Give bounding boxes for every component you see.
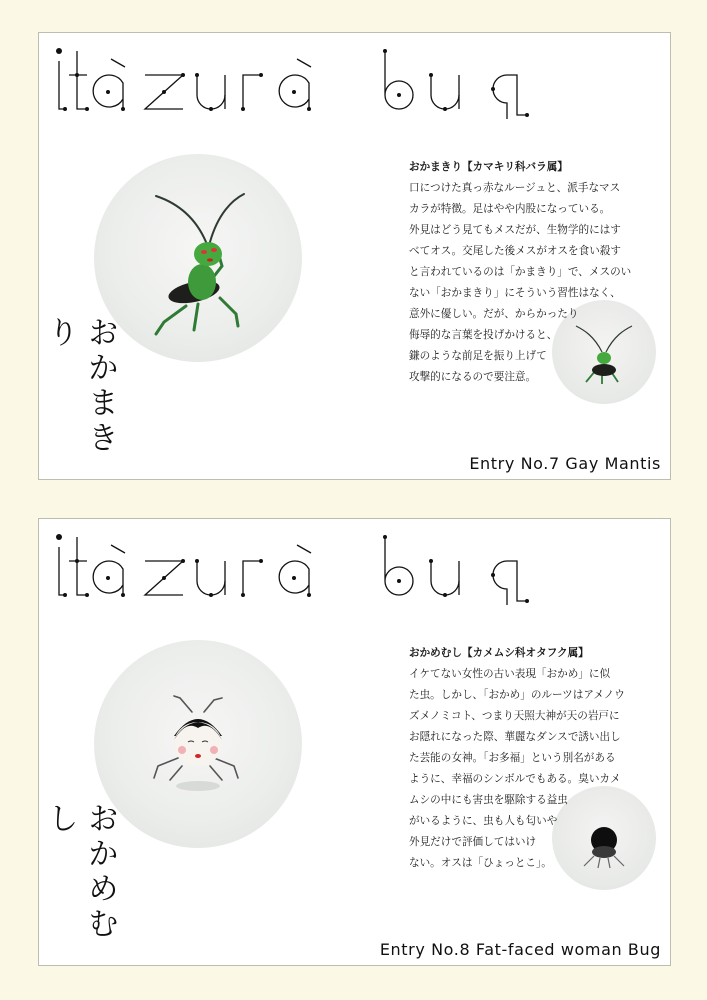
- description-line: 攻撃的になるので要注意。: [409, 371, 537, 383]
- description-line: ない「おかまきり」にそういう習性はなく、: [409, 287, 621, 299]
- description-line: と言われているのは「かまきり」で、メスのい: [409, 266, 632, 278]
- description-line: ズメノミコト、つまり天照大神が天の岩戸に: [409, 710, 620, 722]
- mantis-photo: [94, 154, 302, 362]
- description-line: 外見はどう見てもメスだが、生物学的にはす: [409, 224, 621, 236]
- entry-label: Entry No.7 Gay Mantis: [469, 454, 661, 473]
- okame-bug-photo: [94, 640, 302, 848]
- description-line: カラが特徴。足はやや内股になっている。: [409, 203, 611, 215]
- entry-card-8: [38, 518, 671, 966]
- description-line: ない。オスは「ひょっとこ」。: [409, 857, 552, 869]
- description-line: た芸能の女神。「お多福」という別名がある: [409, 752, 616, 764]
- itazura-bug-logo: [47, 37, 587, 119]
- description-line: ムシの中にも害虫を駆除する益虫: [409, 794, 568, 806]
- description-line: 侮辱的な言葉を投げかけると、: [409, 329, 558, 341]
- description-line: 外見だけで評価してはいけ: [409, 836, 537, 848]
- description-heading: おかめむし【カメムシ科オタフク属】: [409, 647, 589, 659]
- description-line: た虫。しかし、「おかめ」のルーツはアメノウ: [409, 689, 625, 701]
- description-line: 口につけた真っ赤なルージュと、派手なマス: [409, 182, 621, 194]
- itazura-bug-logo: [47, 523, 587, 605]
- description-line: お隠れになった際、華麗なダンスで誘い出し: [409, 731, 621, 743]
- description-line: べてオス。交尾した後メスがオスを食い殺す: [409, 245, 621, 257]
- description-line: 鎌のような前足を振り上げて: [409, 350, 547, 362]
- description-line: がいるように、虫も人も匂いや: [409, 815, 558, 827]
- vertical-title: おかめむし: [42, 802, 118, 942]
- description-line: イケてない女性の古い表現「おかめ」に似: [409, 668, 611, 680]
- description-line: ように、幸福のシンボルでもある。臭いカメ: [409, 773, 621, 785]
- description: [409, 157, 669, 388]
- entry-label: Entry No.8 Fat-faced woman Bug: [379, 940, 661, 959]
- description-heading: おかまきり【カマキリ科バラ属】: [409, 161, 568, 173]
- description: [409, 643, 669, 874]
- vertical-title: おかまきり: [42, 316, 118, 456]
- entry-card-7: [38, 32, 671, 480]
- description-line: 意外に優しい。だが、からかったり: [409, 308, 579, 320]
